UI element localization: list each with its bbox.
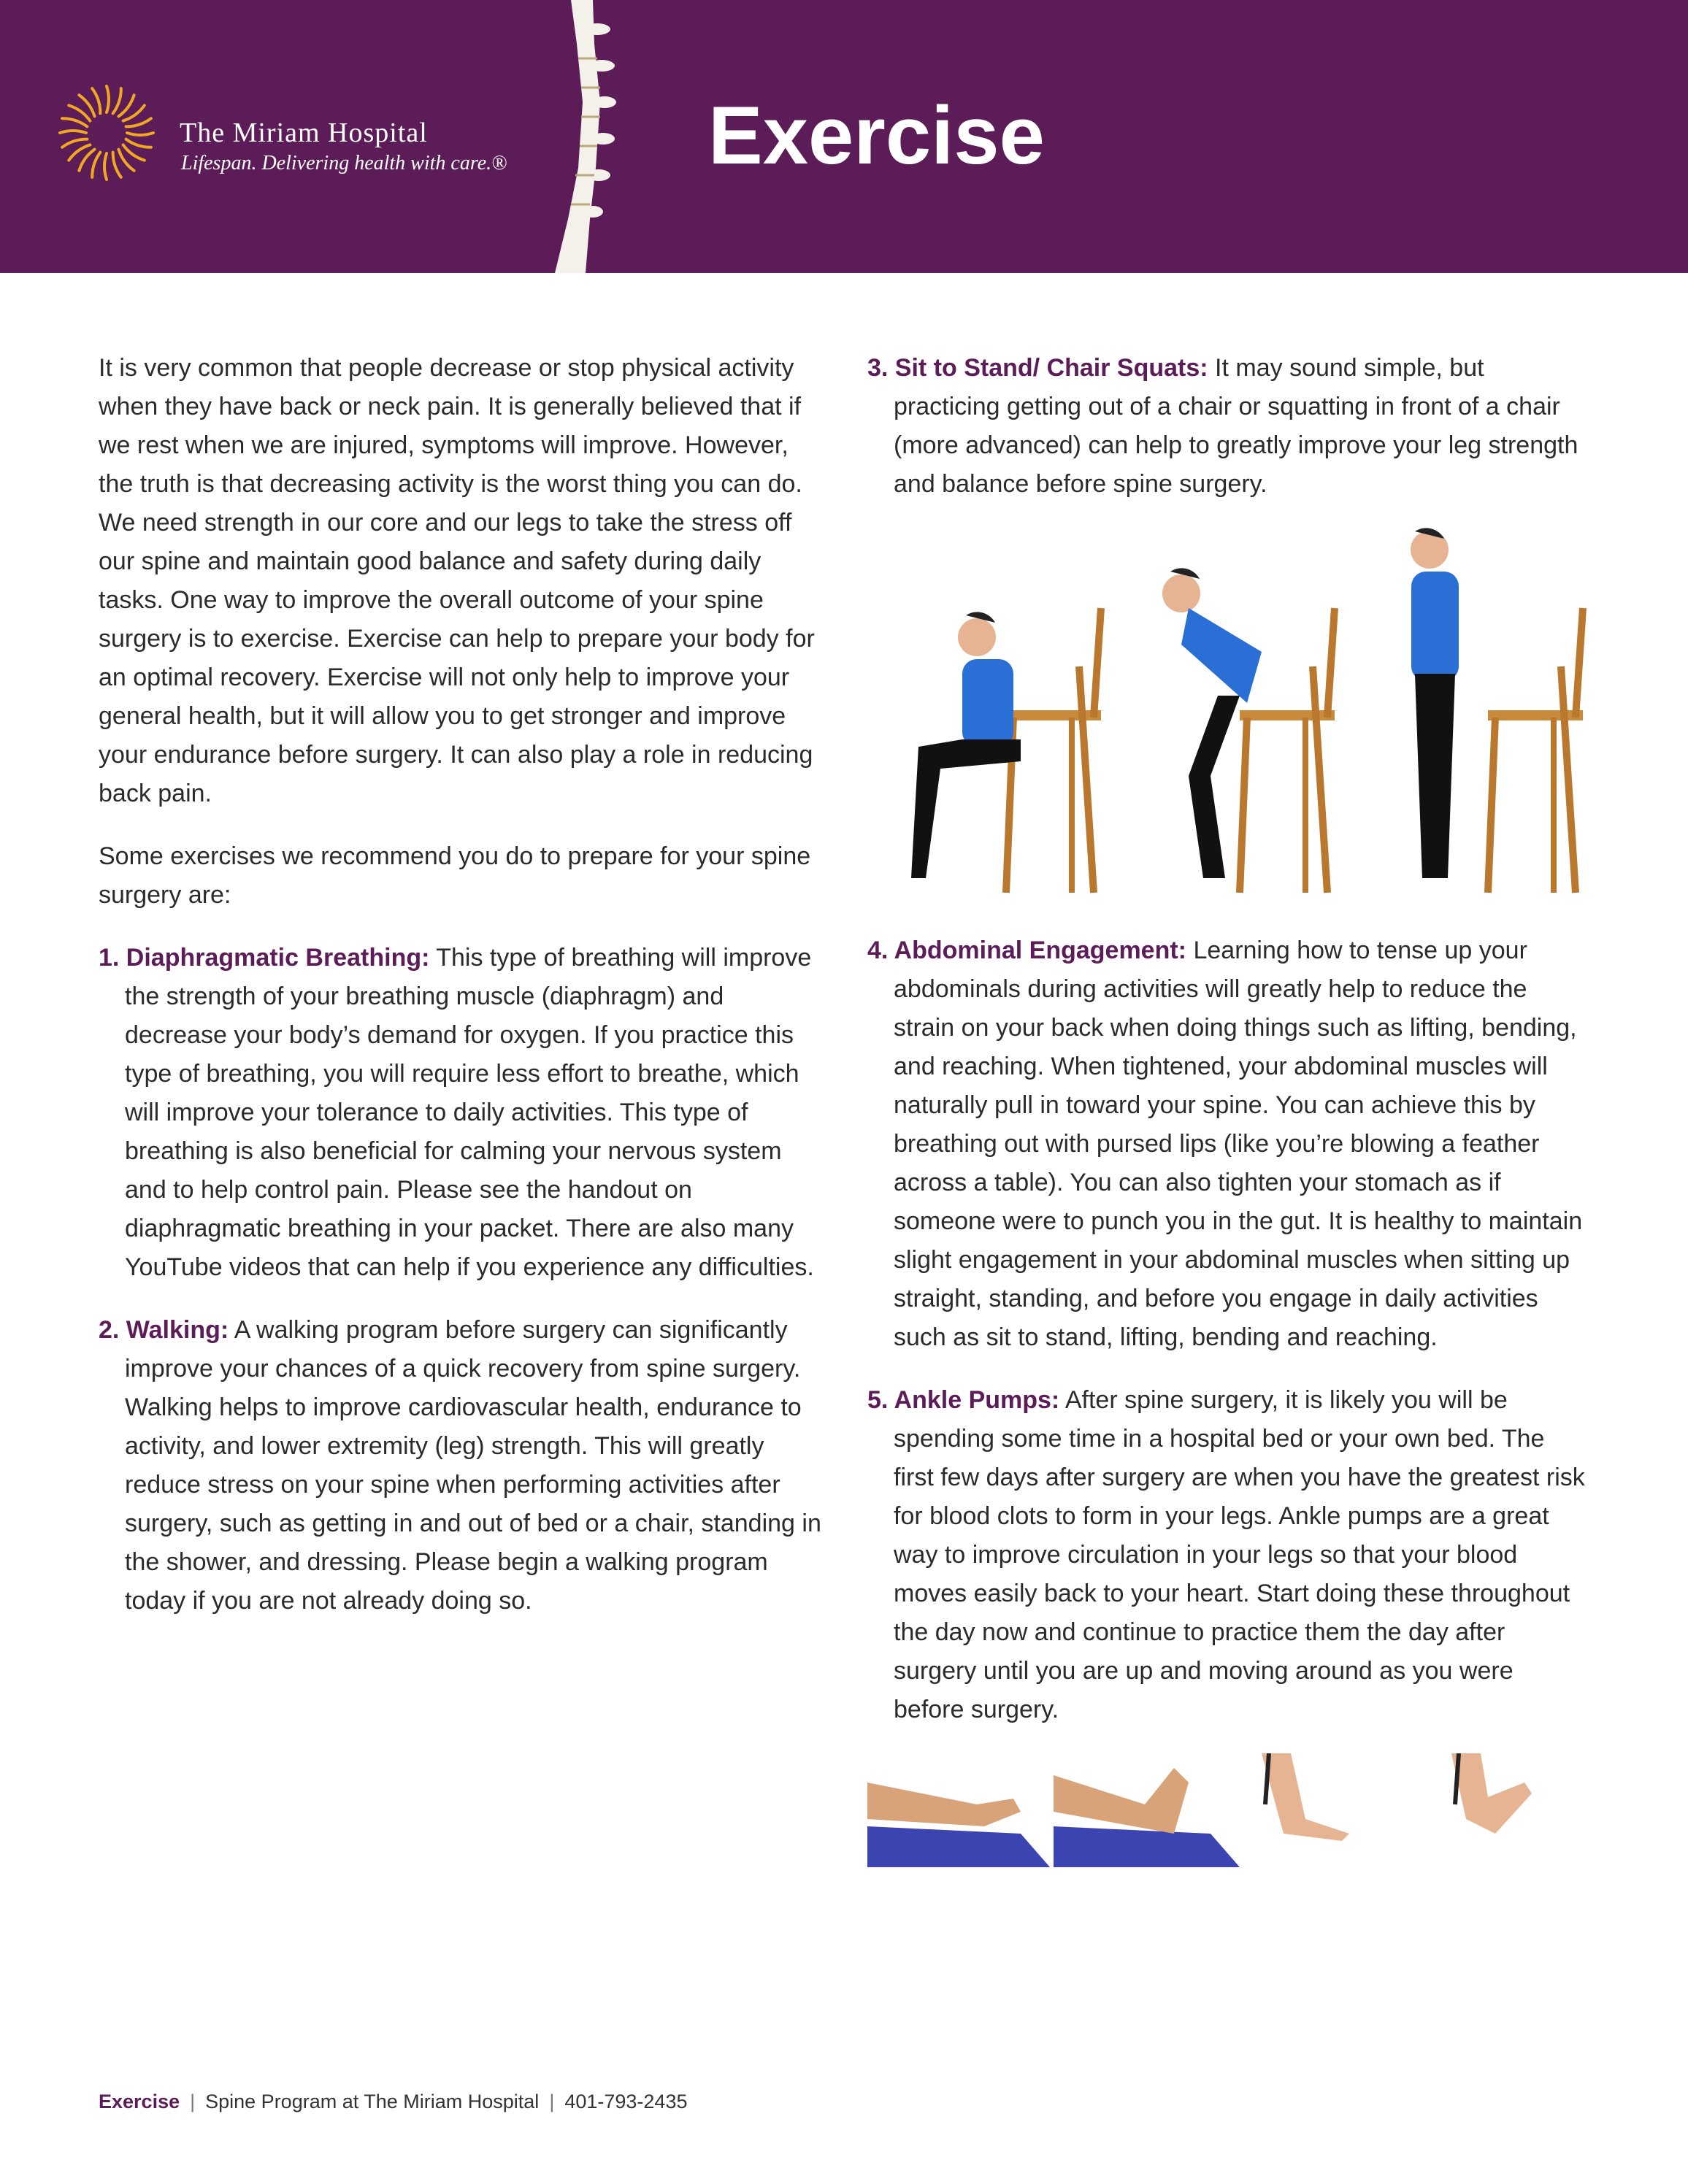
item-title: 5. Ankle Pumps: [867,1386,1060,1414]
footer-title: Exercise [99,2091,180,2112]
footer-separator: | [190,2091,196,2112]
page-title: Exercise [708,90,1045,181]
right-column [867,349,1590,1891]
exercise-item-abdominal [867,931,1590,1357]
footer-program: Spine Program at The Miriam Hospital [205,2091,540,2112]
exercise-item-sit-to-stand [867,349,1590,504]
chair-squat-photo [867,528,1590,907]
lead-paragraph: Some exercises we recommend you do to prepare for your spine surgery are: [99,842,811,909]
item-title: 1. Diaphragmatic Breathing: [99,944,430,972]
left-column [99,349,821,1645]
item-title: 2. Walking: [99,1316,229,1344]
intro-paragraph: It is very common that people decrease or stop physical activity when they have back or neck pain. It is generally believed that if we rest when we are injured, symptoms will improve. However, the truth is that decreasing activity is the worst thing you can do. We need strength in our core and our legs to take the stress off our spine and maintain good balance and safety during daily tasks. One way to improve the overall outcome of your spine surgery is to exercise. Exercise can help to prepare your body for an optimal recovery. Exercise will not only help to improve your general health, but it will allow you to get stronger and improve your endurance before surgery. It can also play a role in reducing back pain. [99,354,815,807]
item-text: A walking program before surgery can significantly improve your chances of a quick recovery from spine surgery. Walking helps to improve cardiovascular health, endurance to activity, and lower extremity (leg) strength. This will greatly reduce stress on your spine when performing activities after surgery, such as getting in and out of bed or a chair, standing in the shower, and dressing. Please begin a walking program today if you are not already doing so. [125,1316,821,1615]
header-banner [0,0,1688,273]
footer [99,2091,687,2113]
item-text: Learning how to tense up your abdominals during activities will greatly help to reduce the strain on your back when doing things such as lifting, bending, and reaching. When tightened, your abdominal muscles will naturally pull in toward your spine. You can achieve this by breathing out with pursed lips (like you’re blowing a feather across a table). You can also tighten your stomach as if someone were to punch you in the gut. It is healthy to maintain slight engagement in your abdominal muscles when sitting up straight, standing, and before you engage in daily activities such as sit to stand, lifting, bending and reaching. [894,937,1583,1351]
spine-image [549,0,651,273]
org-name: The Miriam Hospital [180,118,428,148]
sunburst-logo-icon [55,82,158,184]
footer-separator: | [549,2091,555,2112]
item-text: After spine surgery, it is likely you will be spending some time in a hospital bed or your own bed. The first few days after surgery are when you have the greatest risk for blood clots to form in your legs. Ankle pumps are a great way to improve circulation in your legs so that your blood moves easily back to your heart. Start doing these throughout the day now and continue to practice them the day after surgery until you are up and moving around as you were before surgery. [894,1386,1585,1723]
exercise-item-breathing [99,939,821,1287]
exercise-item-ankle-pumps [867,1381,1590,1729]
item-title: 4. Abdominal Engagement: [867,937,1187,964]
item-text: It may sound simple, but practicing getting out of a chair or squatting in front of a chair (more advanced) can help to greatly improve your leg strength and balance before spine surgery. [894,354,1578,498]
ankle-pumps-photo [867,1753,1590,1867]
item-title: 3. Sit to Stand/ Chair Squats: [867,354,1208,382]
item-text: This type of breathing will improve the strength of your breathing muscle (diaphragm) and decrease your body’s demand for oxygen. If you practice this type of breathing, you will require less effort to breathe, which will improve your tolerance to daily activities. This type of breathing is also beneficial for calming your nervous system and to help control pain. Please see the handout on diaphragmatic breathing in your packet. There are also many YouTube videos that can help if you experience any difficulties. [125,944,814,1281]
exercise-item-walking [99,1311,821,1620]
org-tagline: Lifespan. Delivering health with care.® [181,152,507,174]
footer-phone: 401-793-2435 [564,2091,688,2112]
